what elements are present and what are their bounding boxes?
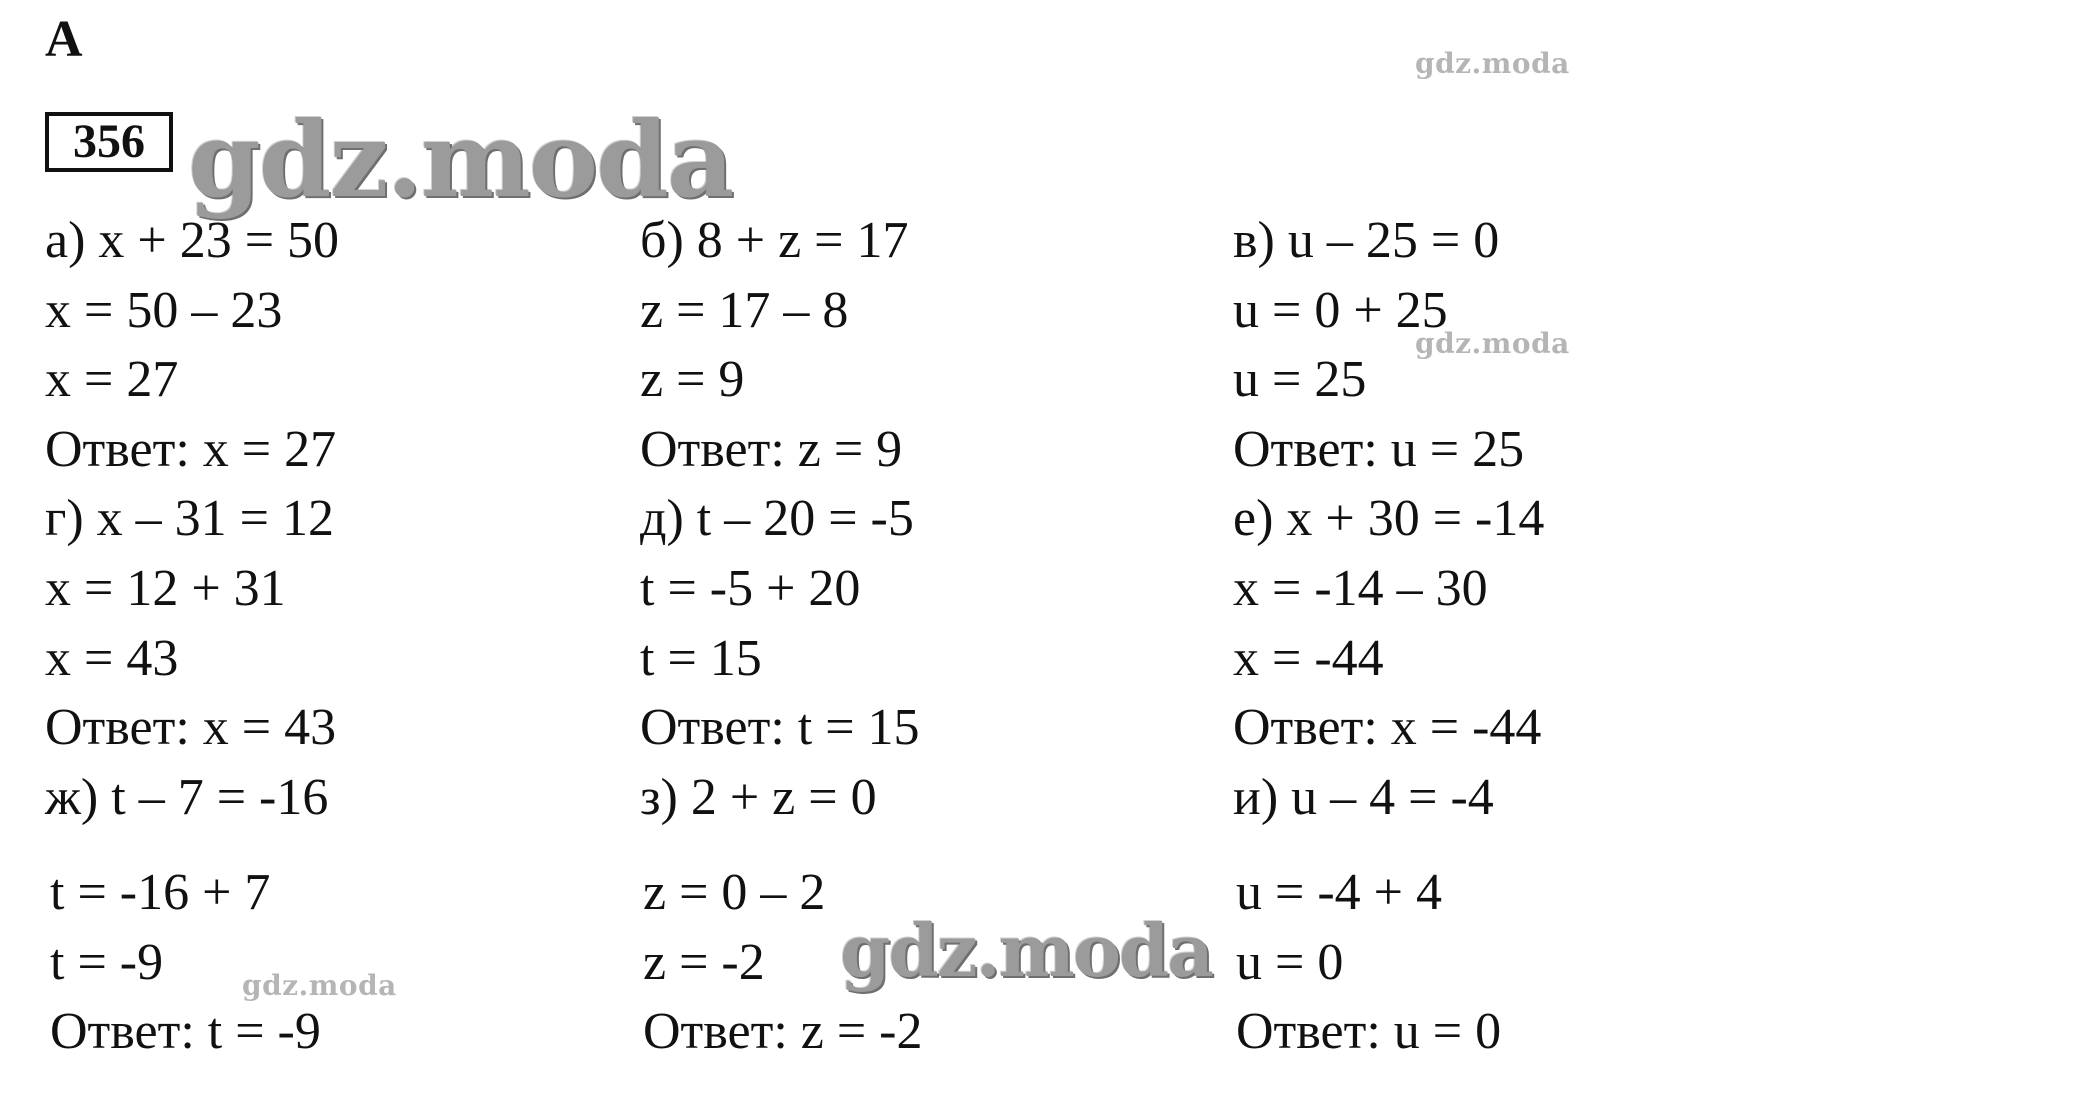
equation-line: д) t – 20 = -5 <box>640 490 914 547</box>
watermark-large-top: gdz.moda <box>188 98 733 221</box>
answer-line: Ответ: t = -9 <box>50 1003 321 1060</box>
equation-line: з) 2 + z = 0 <box>640 769 877 826</box>
answer-line: Ответ: x = 27 <box>45 421 337 478</box>
equation-line: б) 8 + z = 17 <box>640 212 909 269</box>
equation-line: z = 0 – 2 <box>643 864 826 921</box>
equation-line: u = 0 <box>1236 934 1344 991</box>
answer-line: Ответ: u = 25 <box>1233 421 1525 478</box>
equation-line: x = 43 <box>45 630 179 687</box>
equation-line: u = -4 + 4 <box>1236 864 1442 921</box>
answer-line: Ответ: z = -2 <box>643 1003 923 1060</box>
equation-line: x = 12 + 31 <box>45 560 286 617</box>
equation-line: в) u – 25 = 0 <box>1233 212 1500 269</box>
answer-line: Ответ: u = 0 <box>1236 1003 1502 1060</box>
equation-line: а) x + 23 = 50 <box>45 212 340 269</box>
equation-line: x = 50 – 23 <box>45 282 283 339</box>
watermark-small-bottom: gdz.moda <box>242 969 397 1002</box>
page-letter: А <box>45 11 83 68</box>
task-number-box: 356 <box>45 112 173 172</box>
watermark-large-bottom: gdz.moda <box>840 908 1212 993</box>
equation-line: z = -2 <box>643 934 765 991</box>
equation-line: е) x + 30 = -14 <box>1233 490 1545 547</box>
equation-line: t = 15 <box>640 630 762 687</box>
equation-line: t = -9 <box>50 934 164 991</box>
answer-line: Ответ: x = -44 <box>1233 699 1542 756</box>
equation-line: ж) t – 7 = -16 <box>45 769 329 826</box>
watermark-small-middle: gdz.moda <box>1415 327 1570 360</box>
answer-line: Ответ: z = 9 <box>640 421 903 478</box>
equation-line: г) x – 31 = 12 <box>45 490 334 547</box>
equation-line: x = -44 <box>1233 630 1384 687</box>
equation-line: u = 25 <box>1233 351 1367 408</box>
equation-line: x = 27 <box>45 351 179 408</box>
equation-line: u = 0 + 25 <box>1233 282 1448 339</box>
answer-line: Ответ: x = 43 <box>45 699 337 756</box>
equation-line: и) u – 4 = -4 <box>1233 769 1494 826</box>
equation-line: x = -14 – 30 <box>1233 560 1488 617</box>
equation-line: z = 9 <box>640 351 745 408</box>
equation-line: t = -5 + 20 <box>640 560 861 617</box>
equation-line: z = 17 – 8 <box>640 282 849 339</box>
equation-line: t = -16 + 7 <box>50 864 271 921</box>
watermark-small-top: gdz.moda <box>1415 47 1570 80</box>
answer-line: Ответ: t = 15 <box>640 699 920 756</box>
